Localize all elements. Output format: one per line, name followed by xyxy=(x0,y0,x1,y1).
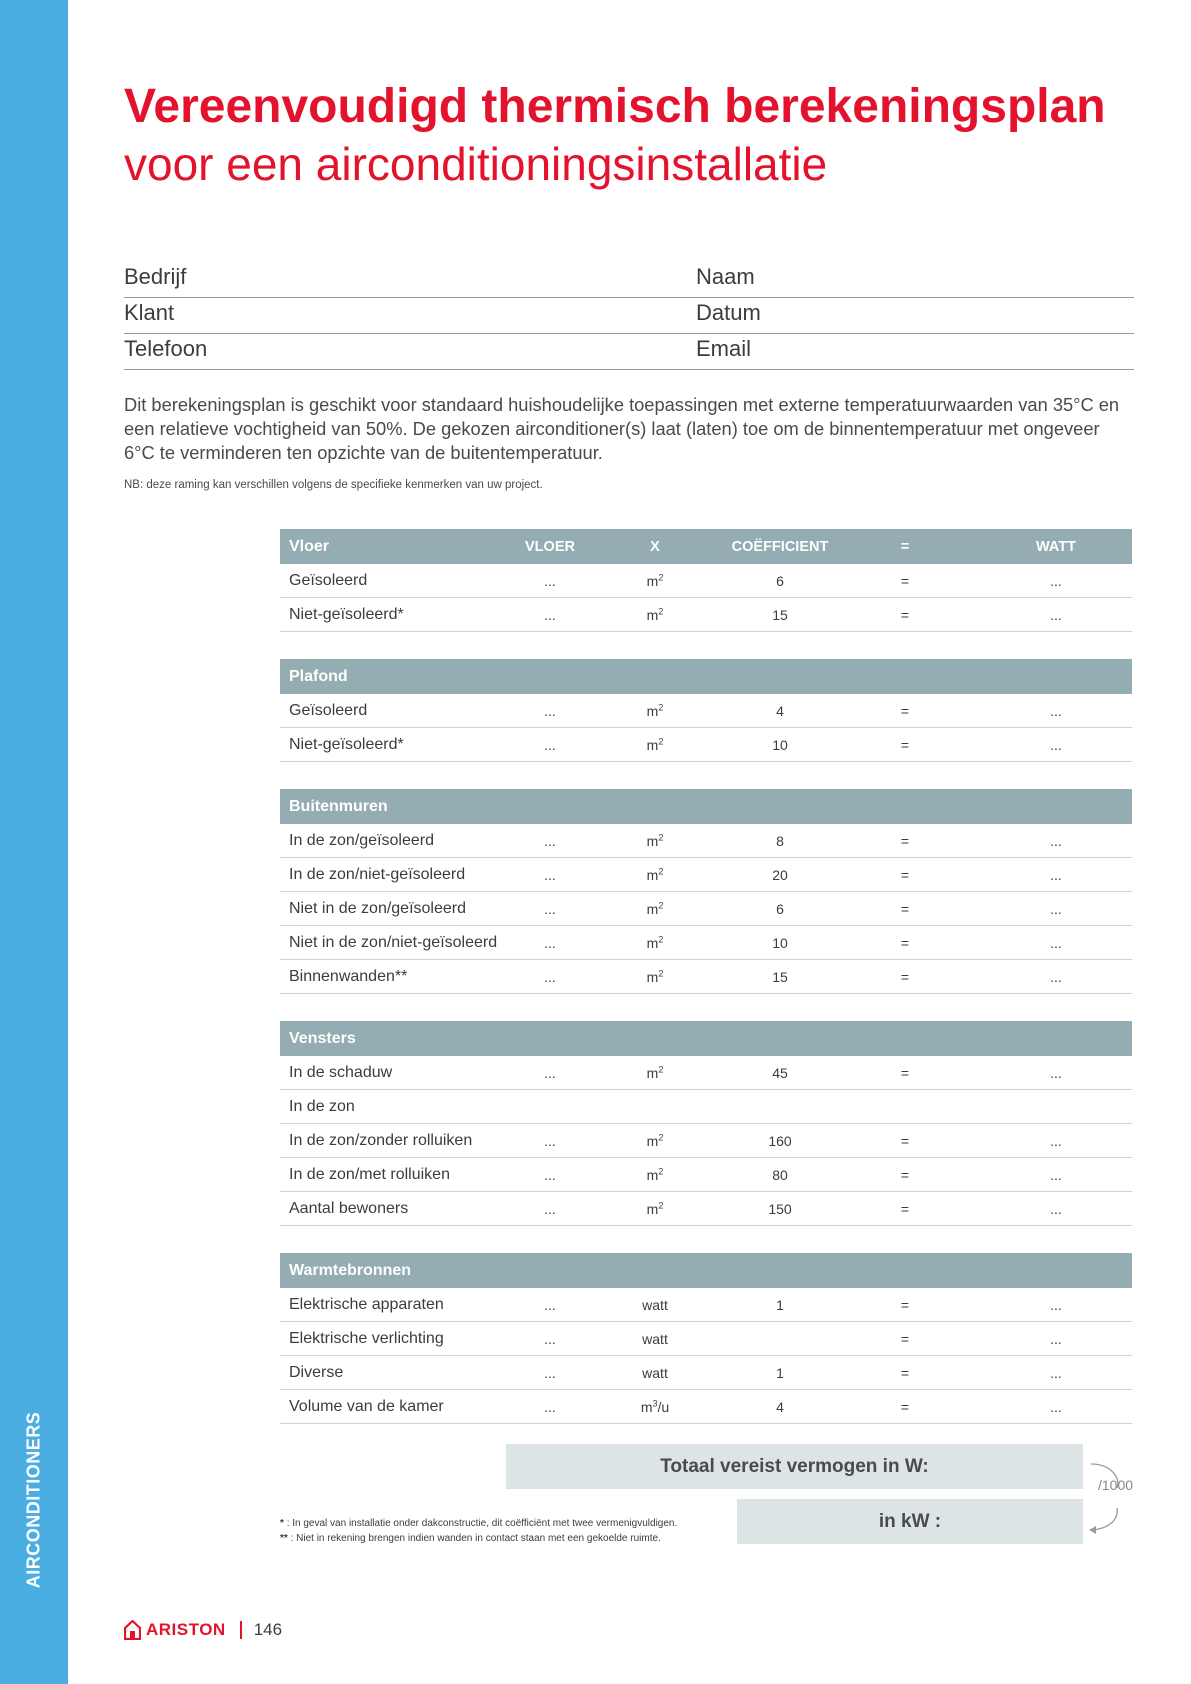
row-equals: = xyxy=(900,1064,910,1081)
divide-arrow-icon xyxy=(1085,1460,1135,1535)
row-watt[interactable]: ... xyxy=(1050,1398,1062,1415)
unit-text: m xyxy=(646,900,659,917)
row-label: In de zon/niet-geïsoleerd xyxy=(289,865,466,883)
row-coefficient: 6 xyxy=(776,572,784,589)
row-label: Binnenwanden** xyxy=(289,967,408,985)
row-equals: = xyxy=(900,900,910,917)
row-coefficient: 150 xyxy=(768,1200,792,1217)
table-row xyxy=(280,892,1132,926)
row-unit xyxy=(580,1365,730,1381)
row-watt[interactable]: ... xyxy=(1050,968,1062,985)
row-label: In de zon/zonder rolluiken xyxy=(289,1131,473,1149)
row-unit xyxy=(580,901,730,917)
row-equals: = xyxy=(900,702,910,719)
row-equals: = xyxy=(900,1364,910,1381)
unit-exponent: 2 xyxy=(658,899,664,910)
row-label: In de zon xyxy=(289,1097,355,1115)
unit-exponent: 3 xyxy=(652,1397,658,1408)
table-row xyxy=(280,1356,1132,1390)
footnote-text: : In geval van installatie onder dakconstructie, dit coëfficiënt met twee vermenigvuldigen. xyxy=(286,1518,678,1529)
section-header xyxy=(280,1021,1132,1056)
section-vensters xyxy=(280,1021,1132,1226)
row-unit xyxy=(580,1201,730,1217)
unit-text: m xyxy=(646,1200,659,1217)
unit-text: m xyxy=(646,866,659,883)
section-plafond xyxy=(280,659,1132,762)
unit-text: m xyxy=(646,736,659,753)
row-watt[interactable]: ... xyxy=(1050,1166,1062,1183)
row-label: Niet in de zon/geïsoleerd xyxy=(289,899,466,917)
info-fields xyxy=(124,262,1134,370)
row-coefficient: 6 xyxy=(776,900,784,917)
row-quantity[interactable]: ... xyxy=(544,572,556,589)
row-label: Elektrische apparaten xyxy=(289,1295,444,1313)
row-coefficient: 15 xyxy=(772,968,788,985)
unit-text: m xyxy=(646,934,659,951)
row-quantity[interactable]: ... xyxy=(544,1364,556,1381)
row-label: Geïsoleerd xyxy=(289,701,368,719)
unit-exponent: 2 xyxy=(658,571,664,582)
row-quantity[interactable]: ... xyxy=(544,866,556,883)
table-row xyxy=(280,1124,1132,1158)
column-header-watt: WATT xyxy=(1036,538,1076,555)
row-quantity[interactable]: ... xyxy=(544,736,556,753)
unit-exponent: 2 xyxy=(658,831,664,842)
row-watt[interactable]: ... xyxy=(1050,1364,1062,1381)
row-label: Elektrische verlichting xyxy=(289,1329,444,1347)
unit-exponent: 2 xyxy=(658,933,664,944)
row-equals: = xyxy=(900,866,910,883)
row-equals: = xyxy=(900,572,910,589)
section-header xyxy=(280,1253,1132,1288)
field-name[interactable]: Naam xyxy=(696,262,1134,298)
section-buitenmuren xyxy=(280,789,1132,994)
table-row xyxy=(280,1390,1132,1424)
table-row xyxy=(280,1322,1132,1356)
field-company[interactable]: Bedrijf xyxy=(124,262,696,298)
info-row xyxy=(124,298,1134,334)
page-title: Vereenvoudigd thermisch berekeningsplan xyxy=(124,80,1106,133)
row-equals: = xyxy=(900,968,910,985)
row-unit xyxy=(580,737,730,753)
row-unit xyxy=(580,1167,730,1183)
row-quantity[interactable]: ... xyxy=(544,832,556,849)
unit-exponent: 2 xyxy=(658,1199,664,1210)
row-watt[interactable]: ... xyxy=(1050,1200,1062,1217)
unit-suffix: /u xyxy=(657,1398,670,1415)
row-unit xyxy=(580,867,730,883)
row-watt[interactable]: ... xyxy=(1050,1296,1062,1313)
row-label: Volume van de kamer xyxy=(289,1397,444,1415)
row-watt[interactable]: ... xyxy=(1050,572,1062,589)
row-watt[interactable]: ... xyxy=(1050,1132,1062,1149)
table-row xyxy=(280,1192,1132,1226)
table-row xyxy=(280,960,1132,994)
section-title: Plafond xyxy=(289,667,348,685)
brand-name: ARISTON xyxy=(146,1620,226,1639)
section-title: Vloer xyxy=(289,537,330,555)
section-vloer xyxy=(280,529,1132,632)
footer xyxy=(124,1620,282,1640)
table-row xyxy=(280,824,1132,858)
field-phone[interactable]: Telefoon xyxy=(124,334,696,370)
table-row xyxy=(280,1288,1132,1322)
footnote-mark: * xyxy=(280,1518,284,1529)
footer-separator xyxy=(240,1621,242,1639)
row-equals: = xyxy=(900,606,910,623)
column-header-equals: = xyxy=(900,538,910,555)
footnotes xyxy=(280,1516,677,1546)
table-row xyxy=(280,564,1132,598)
field-client[interactable]: Klant xyxy=(124,298,696,334)
unit-text: m xyxy=(646,968,659,985)
row-unit xyxy=(580,969,730,985)
section-header xyxy=(280,659,1132,694)
unit-text: m xyxy=(646,702,659,719)
row-watt[interactable]: ... xyxy=(1050,900,1062,917)
total-watt-box[interactable] xyxy=(506,1444,1083,1489)
page-number: 146 xyxy=(253,1620,283,1639)
page-subtitle: voor een airconditioningsinstallatie xyxy=(124,138,828,190)
row-equals: = xyxy=(900,1166,910,1183)
row-equals: = xyxy=(900,1330,910,1347)
unit-exponent: 2 xyxy=(658,701,664,712)
table-row xyxy=(280,1056,1132,1090)
row-coefficient: 160 xyxy=(768,1132,792,1149)
section-title: Vensters xyxy=(289,1029,356,1047)
row-quantity[interactable]: ... xyxy=(544,1398,556,1415)
unit-text: m xyxy=(646,572,659,589)
row-watt[interactable]: ... xyxy=(1050,606,1062,623)
row-coefficient: 20 xyxy=(772,866,788,883)
ariston-logo-icon xyxy=(124,1620,141,1640)
unit-exponent: 2 xyxy=(658,605,664,616)
row-quantity[interactable]: ... xyxy=(544,1200,556,1217)
info-row xyxy=(124,262,1134,298)
section-title: Buitenmuren xyxy=(289,797,388,815)
row-equals: = xyxy=(900,736,910,753)
row-unit xyxy=(580,833,730,849)
row-quantity[interactable]: ... xyxy=(544,934,556,951)
row-coefficient: 1 xyxy=(776,1364,784,1381)
row-coefficient: 80 xyxy=(772,1166,788,1183)
unit-text: m xyxy=(646,1166,659,1183)
row-coefficient: 1 xyxy=(776,1296,784,1313)
unit-text: watt xyxy=(642,1296,668,1313)
row-label: In de schaduw xyxy=(289,1063,393,1081)
row-equals: = xyxy=(900,1296,910,1313)
table-row xyxy=(280,1090,1132,1124)
unit-text: m xyxy=(646,1064,659,1081)
total-kw-box[interactable] xyxy=(737,1499,1083,1544)
unit-text: m xyxy=(646,832,659,849)
footnote-text: : Niet in rekening brengen indien wanden in contact staan met een gekoelde ruimte. xyxy=(290,1533,661,1544)
row-equals: = xyxy=(900,1200,910,1217)
section-header xyxy=(280,529,1132,564)
unit-text: watt xyxy=(642,1330,668,1347)
section-title: Warmtebronnen xyxy=(289,1261,412,1279)
row-watt[interactable]: ... xyxy=(1050,832,1062,849)
row-unit xyxy=(580,703,730,719)
table-row xyxy=(280,728,1132,762)
table-row xyxy=(280,1158,1132,1192)
row-label: In de zon/geïsoleerd xyxy=(289,831,434,849)
footnote xyxy=(280,1516,677,1531)
row-unit xyxy=(580,1297,730,1313)
unit-text: m xyxy=(646,1132,659,1149)
row-equals: = xyxy=(900,934,910,951)
row-quantity[interactable]: ... xyxy=(544,1296,556,1313)
column-header-coefficient: COËFFICIENT xyxy=(731,538,829,555)
unit-exponent: 2 xyxy=(658,1131,664,1142)
section-header xyxy=(280,789,1132,824)
row-coefficient: 4 xyxy=(776,1398,784,1415)
unit-text: m xyxy=(640,1398,653,1415)
unit-exponent: 2 xyxy=(658,967,664,978)
row-unit xyxy=(580,1399,730,1415)
row-watt[interactable]: ... xyxy=(1050,1064,1062,1081)
row-unit xyxy=(580,607,730,623)
row-quantity[interactable]: ... xyxy=(544,1132,556,1149)
row-coefficient: 8 xyxy=(776,832,784,849)
row-unit xyxy=(580,573,730,589)
sidebar-label: AIRCONDITIONERS xyxy=(23,1411,44,1589)
row-label: Diverse xyxy=(289,1363,344,1381)
row-quantity[interactable]: ... xyxy=(544,702,556,719)
row-equals: = xyxy=(900,832,910,849)
footnote-mark: ** xyxy=(280,1533,288,1544)
column-header-x: X xyxy=(650,538,660,555)
row-watt[interactable]: ... xyxy=(1050,866,1062,883)
row-coefficient: 10 xyxy=(772,736,788,753)
row-watt[interactable]: ... xyxy=(1050,702,1062,719)
table-row xyxy=(280,926,1132,960)
row-quantity[interactable]: ... xyxy=(544,606,556,623)
field-date[interactable]: Datum xyxy=(696,298,1134,334)
row-label: Niet-geïsoleerd* xyxy=(289,735,404,753)
row-unit xyxy=(580,935,730,951)
intro-paragraph: Dit berekeningsplan is geschikt voor standaard huishoudelijke toepassingen met externe temperatuurwaarden van 35°C en een relatieve vochtigheid van 50%. De gekozen airconditioner(s) laat (laten) toe om de binnentemperatuur met ongeveer 6°C te verminderen ten opzichte van de buitentemperatuur. xyxy=(124,394,1120,463)
row-coefficient: 10 xyxy=(772,934,788,951)
row-quantity[interactable]: ... xyxy=(544,1064,556,1081)
table-row xyxy=(280,598,1132,632)
row-coefficient: 45 xyxy=(772,1064,788,1081)
table-row xyxy=(280,858,1132,892)
calculation-table xyxy=(280,529,1132,1451)
row-unit xyxy=(580,1331,730,1347)
row-quantity[interactable]: ... xyxy=(544,1330,556,1347)
row-equals: = xyxy=(900,1398,910,1415)
sidebar xyxy=(0,0,68,1684)
row-watt[interactable]: ... xyxy=(1050,736,1062,753)
footnote xyxy=(280,1531,677,1546)
row-unit xyxy=(580,1133,730,1149)
row-label: Aantal bewoners xyxy=(289,1199,409,1217)
column-header-qty: VLOER xyxy=(525,538,575,555)
row-watt[interactable]: ... xyxy=(1050,934,1062,951)
section-warmtebronnen xyxy=(280,1253,1132,1424)
row-quantity[interactable]: ... xyxy=(544,1166,556,1183)
row-coefficient: 4 xyxy=(776,702,784,719)
unit-text: watt xyxy=(642,1364,668,1381)
row-unit xyxy=(580,1065,730,1081)
field-email[interactable]: Email xyxy=(696,334,1134,370)
row-label: In de zon/met rolluiken xyxy=(289,1165,450,1183)
row-quantity[interactable]: ... xyxy=(544,900,556,917)
unit-exponent: 2 xyxy=(658,1063,664,1074)
row-label: Geïsoleerd xyxy=(289,571,368,589)
row-quantity[interactable]: ... xyxy=(544,968,556,985)
row-watt[interactable]: ... xyxy=(1050,1330,1062,1347)
row-label: Niet-geïsoleerd* xyxy=(289,605,404,623)
unit-exponent: 2 xyxy=(658,865,664,876)
row-coefficient: 15 xyxy=(772,606,788,623)
row-equals: = xyxy=(900,1132,910,1149)
unit-exponent: 2 xyxy=(658,1165,664,1176)
note-text: NB: deze raming kan verschillen volgens de specifieke kenmerken van uw project. xyxy=(124,479,543,491)
table-row xyxy=(280,694,1132,728)
total-watt-label: Totaal vereist vermogen in W: xyxy=(660,1455,929,1477)
unit-text: m xyxy=(646,606,659,623)
divider-label: /1000 xyxy=(1098,1477,1134,1493)
info-row xyxy=(124,334,1134,370)
total-kw-label: in kW : xyxy=(878,1510,942,1532)
row-label: Niet in de zon/niet-geïsoleerd xyxy=(289,933,498,951)
unit-exponent: 2 xyxy=(658,735,664,746)
